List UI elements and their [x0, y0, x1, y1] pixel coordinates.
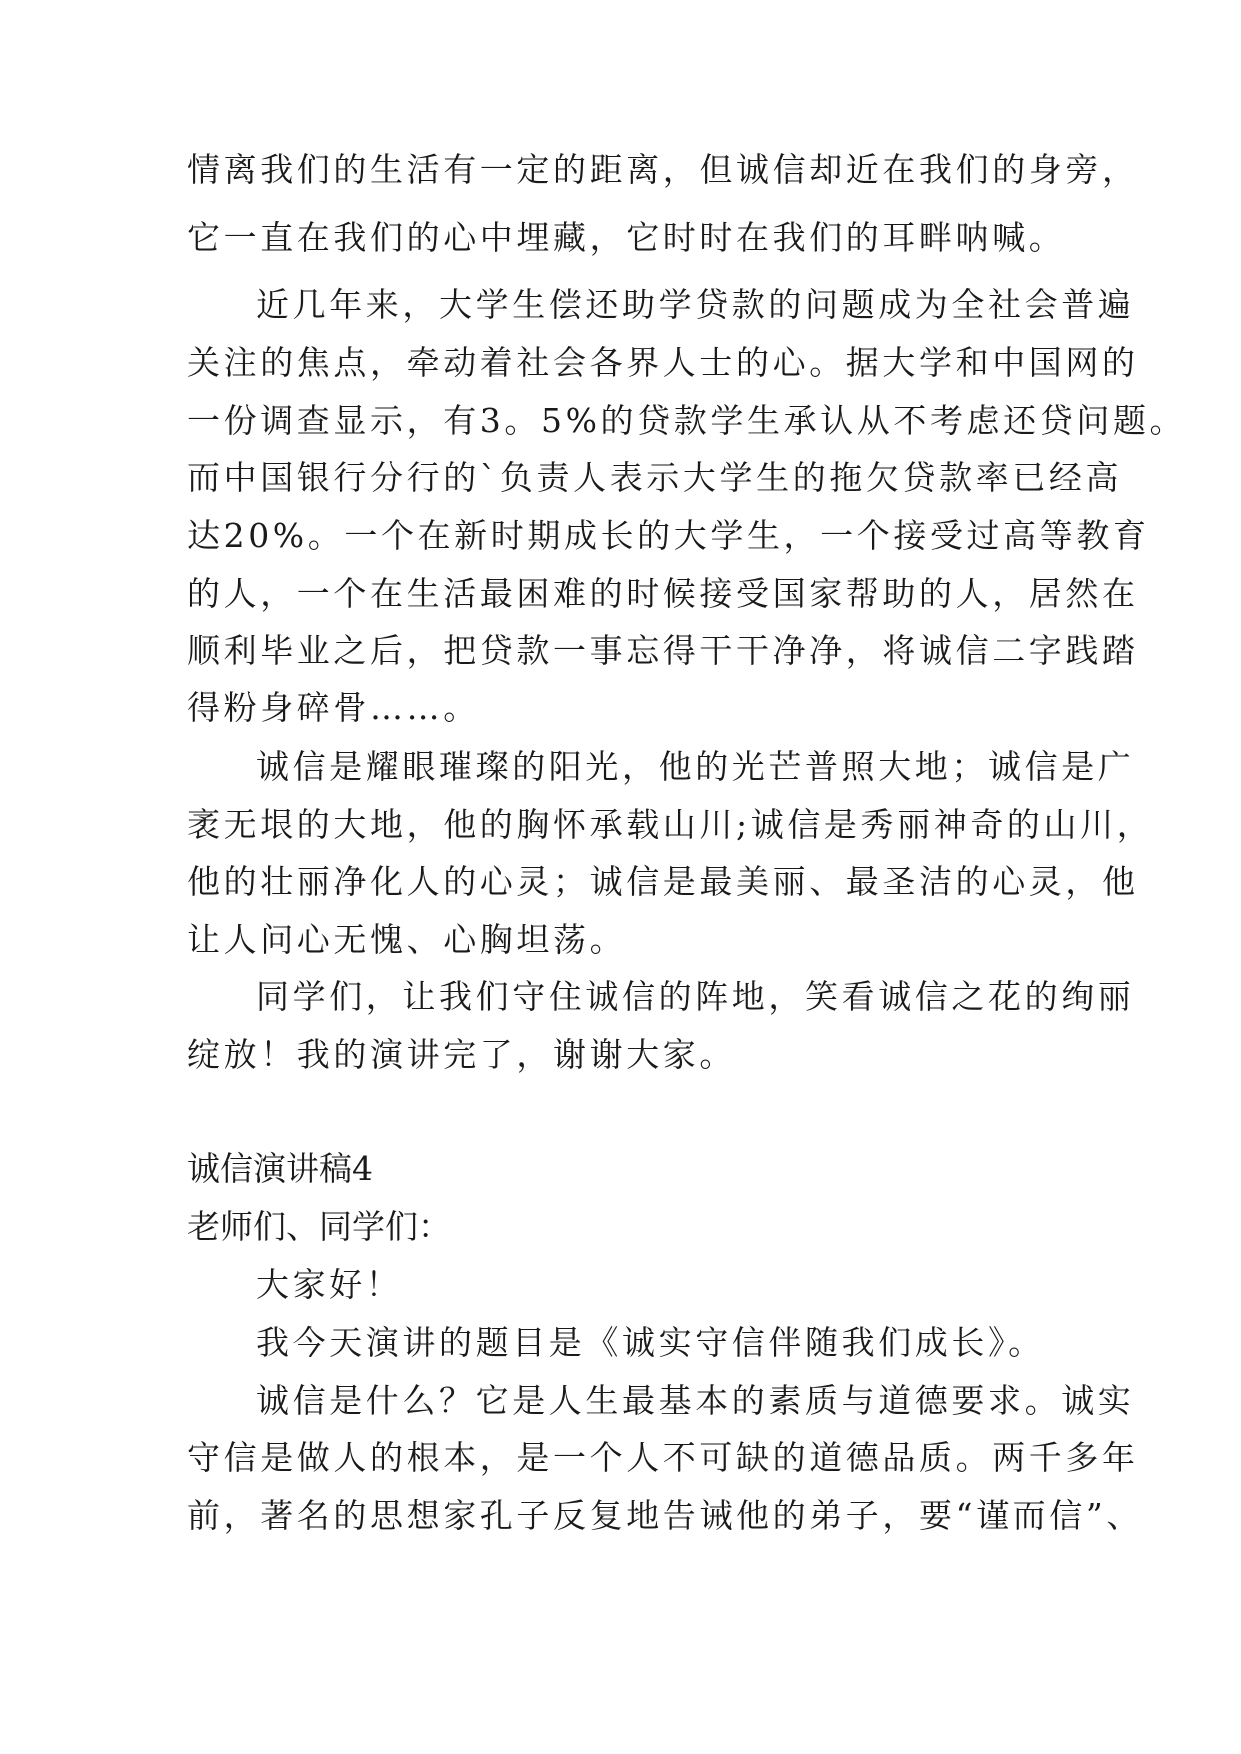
paragraph-line: 袤无垠的大地，他的胸怀承载山川;诚信是秀丽神奇的山川， — [187, 805, 1154, 844]
paragraph-line: 情离我们的生活有一定的距离，但诚信却近在我们的身旁， — [187, 150, 1139, 189]
salutation: 老师们、同学们： — [187, 1207, 451, 1246]
paragraph-line: 它一直在我们的心中埋藏，它时时在我们的耳畔呐喊。 — [187, 218, 1066, 257]
paragraph-line: 得粉身碎骨……。 — [187, 688, 480, 727]
paragraph-line: 近几年来，大学生偿还助学贷款的问题成为全社会普遍 — [256, 285, 1135, 324]
paragraph-line: 一份调查显示，有3。5%的贷款学生承认从不考虑还贷问题。 — [187, 401, 1187, 440]
paragraph-line: 他的壮丽净化人的心灵；诚信是最美丽、最圣洁的心灵，他 — [187, 862, 1139, 901]
paragraph-line: 的人，一个在生活最困难的时候接受国家帮助的人，居然在 — [187, 574, 1139, 613]
paragraph-line: 顺利毕业之后，把贷款一事忘得干干净净，将诚信二字践踏 — [187, 631, 1139, 670]
paragraph-line: 关注的焦点，牵动着社会各界人士的心。据大学和中国网的 — [187, 343, 1139, 382]
paragraph-line: 达20%。一个在新时期成长的大学生，一个接受过高等教育 — [187, 516, 1150, 555]
paragraph-line: 前，著名的思想家孔子反复地告诫他的弟子，要“谨而信”、 — [187, 1496, 1143, 1535]
paragraph-line: 同学们，让我们守住诚信的阵地，笑看诚信之花的绚丽 — [256, 977, 1135, 1016]
section-title: 诚信演讲稿4 — [187, 1149, 373, 1188]
paragraph-line: 而中国银行分行的`负责人表示大学生的拖欠贷款率已经高 — [187, 458, 1123, 497]
greeting-line: 大家好！ — [256, 1265, 403, 1304]
paragraph-line: 让人问心无愧、心胸坦荡。 — [187, 920, 627, 959]
paragraph-line: 绽放！我的演讲完了，谢谢大家。 — [187, 1035, 736, 1074]
paragraph-line: 诚信是耀眼璀璨的阳光，他的光芒普照大地；诚信是广 — [256, 747, 1135, 786]
paragraph-line: 诚信是什么？它是人生最基本的素质与道德要求。诚实 — [256, 1381, 1135, 1420]
paragraph-line: 我今天演讲的题目是《诚实守信伴随我们成长》。 — [256, 1323, 1045, 1362]
paragraph-line: 守信是做人的根本，是一个人不可缺的道德品质。两千多年 — [187, 1438, 1139, 1477]
